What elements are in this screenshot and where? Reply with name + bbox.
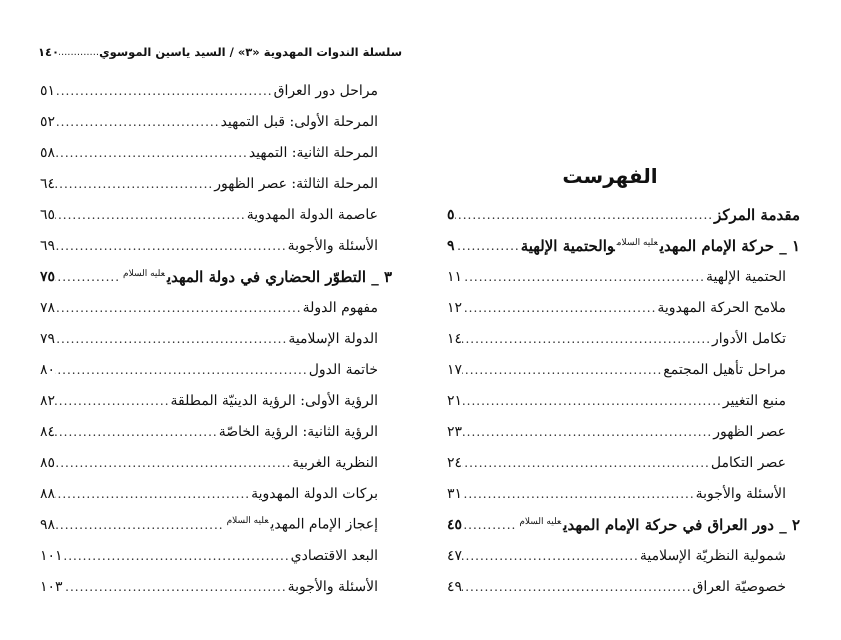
toc-entry[interactable] (40, 571, 392, 602)
entry-page-number: ١١ (447, 268, 463, 285)
entry-page-number: ٨٨ (40, 485, 56, 502)
entry-text: عصر الظهور (713, 423, 786, 440)
entry-page-number: ١٤ (447, 330, 463, 347)
entry-page-number: ٥٢ (40, 113, 56, 130)
toc-entry[interactable] (40, 509, 392, 540)
entry-text: الأسئلة والأجوبة (287, 578, 378, 595)
leader-dots (55, 425, 219, 439)
leader-dots (455, 239, 521, 253)
toc-entry[interactable] (447, 447, 800, 478)
leader-dots (63, 580, 288, 594)
toc-entry[interactable] (40, 137, 392, 168)
chapter-title: ٣ _ التطوّر الحضاري في دولة المهدي (166, 267, 392, 286)
entry-text (121, 268, 392, 286)
toc-chapter-entry[interactable] (447, 199, 800, 230)
entry-page-number: ٧٥ (40, 268, 56, 285)
leader-dots (462, 363, 663, 377)
entry-page-number: ١٢ (447, 299, 463, 316)
leader-dots (63, 549, 291, 563)
leader-dots (455, 208, 715, 222)
leader-dots (462, 456, 711, 470)
entry-text: الرؤية الثانية: الرؤية الخاصّة (218, 423, 378, 440)
entry-page-number: ٤٥ (447, 516, 463, 533)
entry-page-number: ٤٩ (447, 578, 463, 595)
honorific-ligature-icon: عليه السلام (616, 237, 658, 248)
honorific-ligature-icon: عليه السلام (123, 268, 165, 279)
entry-page-number: ٥ (447, 206, 455, 223)
header-leader-dots (59, 47, 99, 58)
entry-text: النظرية الغربية (292, 454, 378, 471)
leader-dots (55, 177, 214, 191)
leader-dots (55, 84, 274, 98)
running-header (38, 42, 402, 62)
entry-text: منبع التغيير (722, 392, 786, 409)
left-page (0, 0, 420, 640)
entry-page-number: ٦٩ (40, 237, 56, 254)
toc-entry[interactable] (40, 292, 392, 323)
toc-entry[interactable] (40, 323, 392, 354)
entry-text: مقدمة المركز (714, 205, 800, 224)
header-page-number: ١٤٠ (38, 45, 60, 59)
chapter-title: ٢ _ دور العراق في حركة الإمام المهدي (563, 515, 800, 534)
right-page (420, 0, 841, 640)
entry-page-number: ١٧ (447, 361, 463, 378)
leader-dots (55, 208, 247, 222)
entry-text (225, 516, 378, 533)
leader-dots (462, 332, 712, 346)
entry-text: مفهوم الدولة (302, 299, 378, 316)
toc-chapter-entry[interactable] (447, 230, 800, 261)
entry-text: عصر التكامل (710, 454, 786, 471)
leader-dots (462, 549, 640, 563)
entry-page-number: ٩ (447, 237, 455, 254)
leader-dots (55, 332, 288, 346)
entry-text (517, 516, 800, 534)
leader-dots (55, 239, 288, 253)
toc-entry[interactable] (447, 478, 800, 509)
leader-dots (462, 394, 723, 408)
toc-entry[interactable] (40, 416, 392, 447)
toc-entry[interactable] (40, 540, 392, 571)
toc-entry[interactable] (40, 230, 392, 261)
entry-text: المرحلة الثالثة: عصر الظهور (214, 175, 378, 192)
toc-entry[interactable] (447, 416, 800, 447)
entry-text: خصوصيّة العراق (692, 578, 786, 595)
entry-page-number: ٧٩ (40, 330, 56, 347)
leader-dots (462, 518, 517, 532)
toc-list-left (40, 75, 392, 602)
leader-dots (55, 270, 121, 284)
toc-entry[interactable] (447, 385, 800, 416)
honorific-ligature-icon: عليه السلام (519, 516, 562, 527)
toc-entry[interactable] (447, 292, 800, 323)
entry-page-number: ٢١ (447, 392, 463, 409)
toc-entry[interactable] (40, 385, 392, 416)
entry-text: مراحل تأهيل المجتمع (663, 361, 786, 378)
entry-text: مراحل دور العراق (273, 82, 378, 99)
entry-text: الأسئلة والأجوبة (287, 237, 378, 254)
entry-text: المرحلة الأولى: قبل التمهيد (220, 113, 378, 130)
entry-page-number: ٨٢ (40, 392, 56, 409)
entry-text: الرؤية الأولى: الرؤية الدينيّة المطلقة (170, 392, 378, 409)
toc-chapter-entry[interactable] (40, 261, 392, 292)
entry-page-number: ٥٨ (40, 144, 56, 161)
toc-entry[interactable] (40, 478, 392, 509)
leader-dots (55, 394, 170, 408)
entry-text (521, 237, 800, 255)
entry-page-number: ١٠٣ (40, 578, 63, 595)
leader-dots (55, 115, 221, 129)
toc-title: الفهرست (562, 164, 658, 188)
leader-dots (55, 301, 303, 315)
entry-page-number: ٢٤ (447, 454, 463, 471)
entry-text: البعد الاقتصادي (290, 547, 378, 564)
entry-text: الأسئلة والأجوبة (695, 485, 786, 502)
leader-dots (55, 518, 225, 532)
toc-entry[interactable] (40, 447, 392, 478)
entry-text: الدولة الإسلامية (288, 330, 378, 347)
leader-dots (462, 580, 692, 594)
toc-entry[interactable] (447, 540, 800, 571)
entry-text: ملامح الحركة المهدوية (657, 299, 786, 316)
entry-page-number: ٧٨ (40, 299, 56, 316)
entry-page-number: ١٠١ (40, 547, 63, 564)
entry-text: عاصمة الدولة المهدوية (246, 206, 378, 223)
leader-dots (55, 456, 292, 470)
honorific-ligature-icon: عليه السلام (226, 516, 269, 527)
entry-page-number: ٣١ (447, 485, 463, 502)
toc-entry[interactable] (40, 168, 392, 199)
toc-entry[interactable] (447, 571, 800, 602)
entry-page-number: ٩٨ (40, 516, 56, 533)
toc-entry[interactable] (40, 106, 392, 137)
toc-entry[interactable] (40, 354, 392, 385)
toc-entry[interactable] (40, 199, 392, 230)
entry-text: بركات الدولة المهدوية (251, 485, 378, 502)
entry-page-number: ٢٣ (447, 423, 463, 440)
entry-page-number: ٦٤ (40, 175, 56, 192)
entry-text: المرحلة الثانية: التمهيد (248, 144, 378, 161)
header-title: سلسلة الندوات المهدوية «٣» / السيد ياسين الموسوي (99, 45, 402, 59)
entry-text: تكامل الأدوار (712, 330, 786, 347)
entry-page-number: ٥١ (40, 82, 56, 99)
toc-entry[interactable] (40, 75, 392, 106)
toc-entry[interactable] (447, 261, 800, 292)
leader-dots (462, 487, 696, 501)
entry-page-number: ٨٠ (40, 361, 56, 378)
toc-entry[interactable] (447, 323, 800, 354)
leader-dots (55, 487, 251, 501)
chapter-title: ١ _ حركة الإمام المهدي (659, 236, 800, 255)
chapter-title-suffix: والحتمية الإلهية (520, 236, 615, 255)
entry-text: خاتمة الدول (308, 361, 378, 378)
toc-list-right (447, 199, 800, 602)
leader-dots (55, 146, 249, 160)
entry-page-number: ٦٥ (40, 206, 56, 223)
entry-page-number: ٤٧ (447, 547, 463, 564)
entry-text: شمولية النظريّة الإسلامية (639, 547, 786, 564)
toc-entry[interactable] (447, 354, 800, 385)
entry-title: إعجاز الإمام المهدي (270, 516, 378, 533)
leader-dots (462, 270, 706, 284)
leader-dots (55, 363, 309, 377)
entry-page-number: ٨٥ (40, 454, 56, 471)
leader-dots (462, 301, 657, 315)
leader-dots (462, 425, 713, 439)
entry-text: الحتمية الإلهية (705, 268, 786, 285)
toc-chapter-entry[interactable] (447, 509, 800, 540)
entry-page-number: ٨٤ (40, 423, 56, 440)
